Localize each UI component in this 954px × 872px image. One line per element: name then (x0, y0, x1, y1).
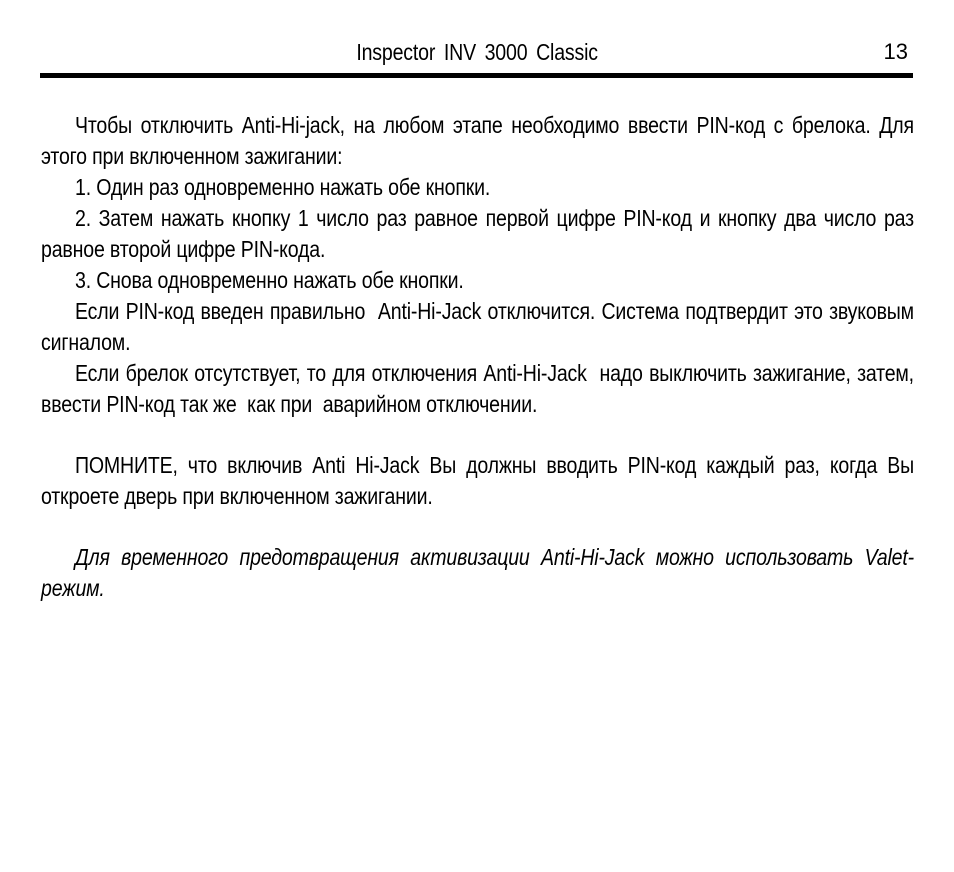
paragraph: 1. Один раз одновременно нажать обе кнопки. (75, 174, 491, 200)
page-header (0, 40, 954, 65)
page-title: Inspector INV 3000 Classic (356, 39, 598, 65)
paragraph: Чтобы отключить Anti-Hi-jack, на любом этапе необходимо ввести PIN-код с брелока. Для этого при включенном зажигании: (41, 112, 920, 169)
page-number: 13 (883, 39, 908, 64)
paragraph: Если брелок отсутствует, то для отключения Anti-Hi-Jack надо выключить зажигание, затем, ввести PIN-код так же как при аварийном отключении. (41, 360, 920, 417)
header-divider (40, 73, 913, 78)
paragraph: Для временного предотвращения активизации Anti-Hi-Jack можно использовать Valet-режим. (41, 544, 914, 601)
paragraph: Если PIN-код введен правильно Anti-Hi-Jack отключится. Система подтвердит это звуковым сигналом. (41, 298, 920, 355)
document-body (41, 110, 920, 604)
paragraph: 2. Затем нажать кнопку 1 число раз равное первой цифре PIN-код и кнопку два число раз равное второй цифре PIN-кода. (41, 205, 920, 262)
paragraph: ПОМНИТЕ, что включив Anti Hi-Jack Вы должны вводить PIN-код каждый раз, когда Вы откроете дверь при включенном зажигании. (41, 452, 920, 509)
paragraph: 3. Снова одновременно нажать обе кнопки. (75, 267, 464, 293)
